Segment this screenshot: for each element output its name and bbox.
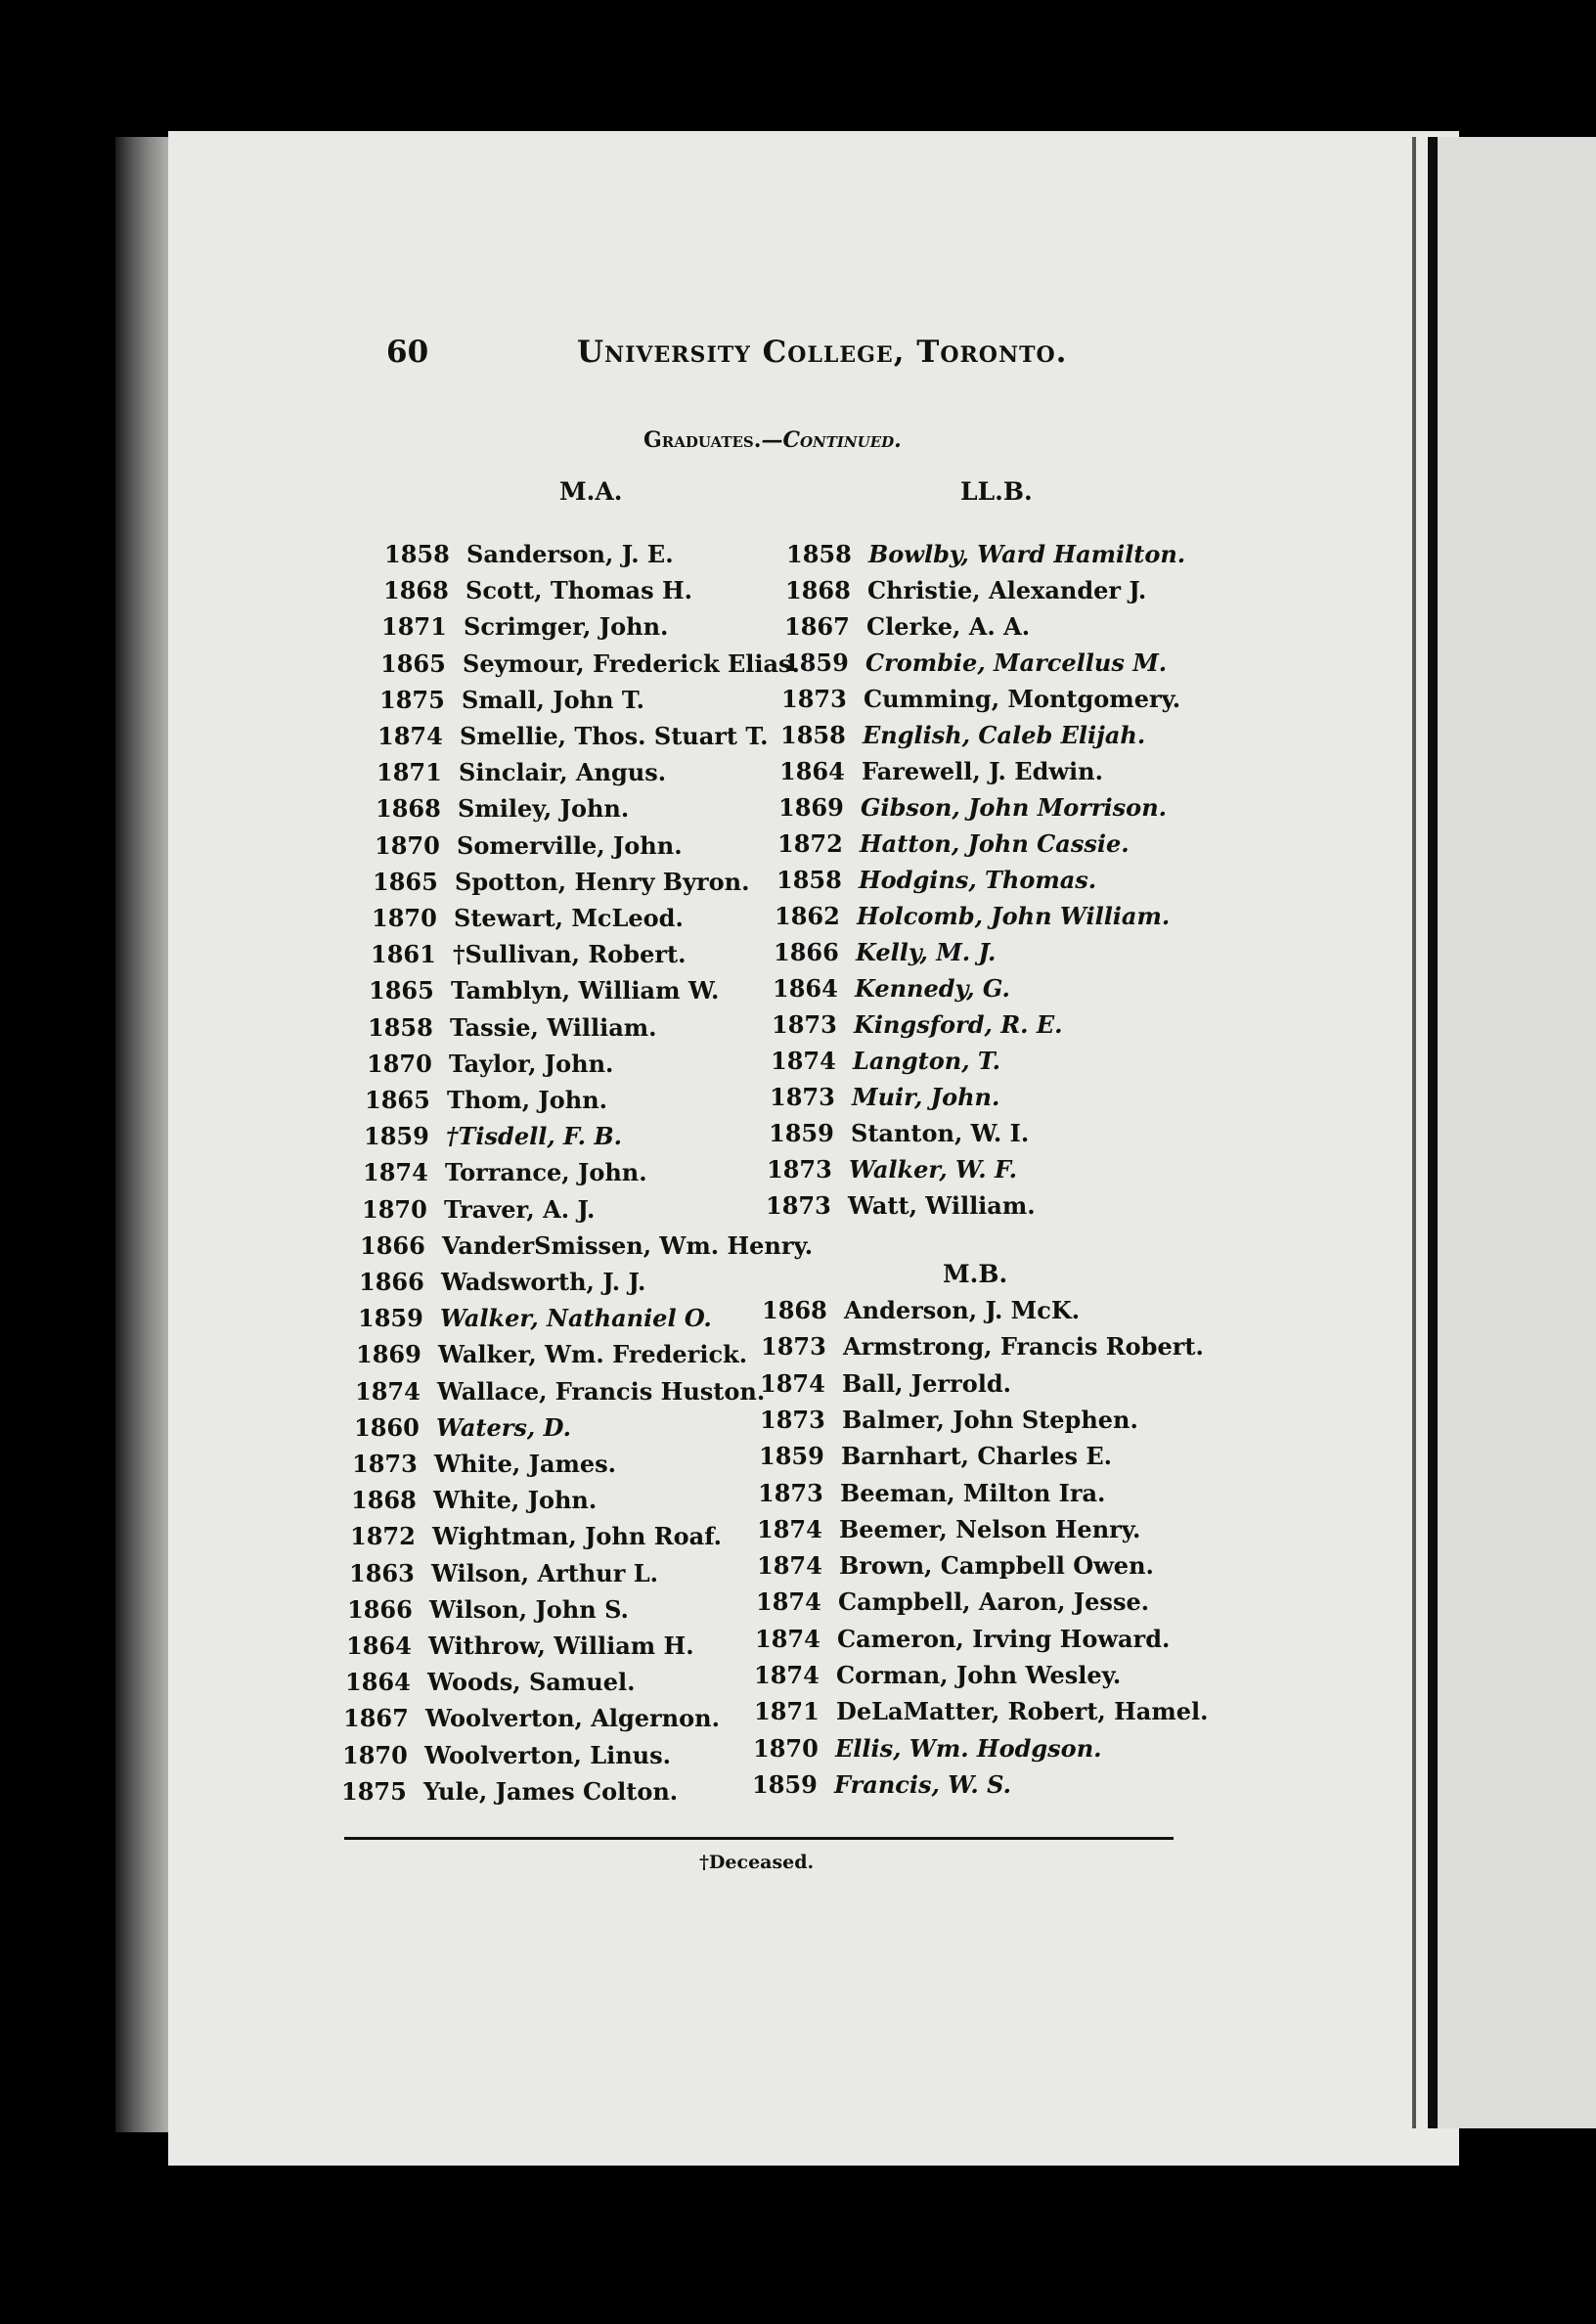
ma-year: 1870	[367, 1050, 432, 1078]
ma-name: †Tisdell, F. B.	[446, 1122, 623, 1150]
ma-year: 1874	[355, 1377, 421, 1406]
ma-name: Woolverton, Algernon.	[425, 1704, 720, 1732]
llb-year: 1873	[766, 1191, 831, 1220]
ma-year: 1866	[359, 1268, 424, 1296]
llb-name: Christie, Alexander J.	[867, 576, 1147, 604]
ma-year: 1858	[368, 1013, 433, 1042]
ma-name: Wilson, Arthur L.	[431, 1559, 658, 1587]
llb-year: 1873	[781, 685, 847, 713]
llb-name: Kennedy, G.	[855, 974, 1010, 1003]
ma-year: 1863	[349, 1559, 415, 1587]
ma-year: 1859	[358, 1304, 423, 1332]
ma-year: 1874	[377, 722, 443, 750]
mb-name: Brown, Campbell Owen.	[839, 1551, 1154, 1580]
llb-year: 1867	[784, 612, 850, 641]
llb-name: English, Caleb Elijah.	[863, 721, 1146, 749]
ma-name: Wightman, John Roaf.	[432, 1522, 723, 1550]
ma-name: Yule, James Colton.	[423, 1777, 679, 1806]
ma-name: White, John.	[433, 1486, 598, 1514]
ma-name: Smellie, Thos. Stuart T.	[460, 722, 769, 750]
section-title	[643, 427, 902, 453]
ma-year: 1868	[376, 794, 441, 823]
mb-name: Campbell, Aaron, Jesse.	[838, 1587, 1150, 1616]
ma-name: Scrimger, John.	[464, 612, 669, 641]
llb-heading: LL.B.	[960, 477, 1033, 506]
llb-name: Stanton, W. I.	[851, 1119, 1030, 1147]
mb-year: 1871	[754, 1697, 820, 1725]
ma-name: Smiley, John.	[458, 794, 630, 823]
llb-year: 1864	[779, 757, 845, 785]
mb-name: Francis, W. S.	[834, 1770, 1011, 1799]
llb-name: Kelly, M. J.	[856, 938, 997, 966]
ma-year: 1875	[341, 1777, 407, 1806]
page-gutter	[1428, 137, 1438, 2128]
llb-year: 1859	[769, 1119, 834, 1147]
mb-year: 1873	[760, 1406, 825, 1434]
llb-year: 1873	[772, 1010, 837, 1039]
ma-year: 1868	[351, 1486, 417, 1514]
mb-year: 1859	[759, 1442, 824, 1470]
ma-year: 1866	[347, 1595, 413, 1624]
llb-name: Kingsford, R. E.	[854, 1010, 1063, 1039]
mb-year: 1874	[760, 1369, 825, 1398]
mb-name: Balmer, John Stephen.	[842, 1406, 1138, 1434]
llb-year: 1858	[780, 721, 846, 749]
ma-name: Sinclair, Angus.	[459, 758, 667, 786]
ma-year: 1871	[381, 612, 447, 641]
ma-name: Waters, D.	[436, 1413, 571, 1442]
ma-year: 1870	[342, 1741, 408, 1769]
footnote: †Deceased.	[699, 1852, 815, 1873]
ma-name: †Sullivan, Robert.	[453, 940, 687, 968]
llb-name: Watt, William.	[848, 1191, 1036, 1220]
llb-year: 1859	[783, 648, 849, 677]
mb-name: DeLaMatter, Robert, Hamel.	[836, 1697, 1209, 1725]
ma-year: 1875	[379, 686, 445, 714]
llb-year: 1864	[773, 974, 838, 1003]
ma-heading: M.A.	[559, 477, 623, 506]
mb-name: Ellis, Wm. Hodgson.	[835, 1734, 1102, 1763]
ma-year: 1860	[354, 1413, 420, 1442]
llb-name: Cumming, Montgomery.	[864, 685, 1181, 713]
mb-year: 1868	[762, 1296, 827, 1324]
ma-name: Traver, A. J.	[444, 1195, 596, 1224]
ma-year: 1872	[350, 1522, 416, 1550]
ma-name: Seymour, Frederick Elias.	[463, 649, 800, 678]
mb-name: Barnhart, Charles E.	[841, 1442, 1113, 1470]
ma-name: Scott, Thomas H.	[466, 576, 692, 604]
mb-year: 1874	[757, 1515, 822, 1543]
running-title: University College, Toronto.	[577, 335, 1068, 370]
ma-name: White, James.	[434, 1450, 617, 1478]
ma-year: 1864	[346, 1631, 412, 1660]
llb-year: 1872	[777, 829, 843, 858]
ma-year: 1865	[380, 649, 446, 678]
ma-name: Wallace, Francis Huston.	[437, 1377, 766, 1406]
llb-name: Farewell, J. Edwin.	[862, 757, 1103, 785]
llb-year: 1869	[778, 793, 844, 822]
ma-year: 1870	[375, 831, 440, 860]
llb-name: Clerke, A. A.	[866, 612, 1031, 641]
ma-name: Spotton, Henry Byron.	[455, 868, 750, 896]
mb-heading: M.B.	[943, 1260, 1008, 1288]
page-gutter-shadow	[1412, 137, 1416, 2128]
mb-name: Beeman, Milton Ira.	[840, 1479, 1106, 1507]
mb-name: Cameron, Irving Howard.	[837, 1625, 1171, 1653]
llb-year: 1868	[785, 576, 851, 604]
mb-year: 1874	[754, 1661, 820, 1689]
ma-year: 1867	[343, 1704, 409, 1732]
ma-year: 1858	[384, 540, 450, 568]
llb-year: 1874	[771, 1047, 836, 1075]
llb-name: Crombie, Marcellus M.	[865, 648, 1168, 677]
llb-year: 1858	[786, 540, 852, 568]
llb-year: 1866	[774, 938, 839, 966]
ma-name: Sanderson, J. E.	[466, 540, 674, 568]
ma-year: 1865	[369, 976, 434, 1005]
llb-year: 1873	[770, 1083, 835, 1111]
ma-name: Wadsworth, J. J.	[441, 1268, 646, 1296]
ma-name: VanderSmissen, Wm. Henry.	[442, 1231, 814, 1260]
mb-year: 1870	[753, 1734, 819, 1763]
ma-year: 1866	[360, 1231, 425, 1260]
ma-year: 1871	[377, 758, 442, 786]
ma-name: Torrance, John.	[445, 1158, 647, 1186]
facing-page-edge	[1438, 137, 1596, 2128]
ma-year: 1873	[352, 1450, 418, 1478]
ma-name: Thom, John.	[447, 1086, 608, 1114]
mb-year: 1874	[757, 1551, 822, 1580]
llb-year: 1873	[767, 1155, 832, 1184]
llb-name: Hodgins, Thomas.	[859, 866, 1097, 894]
mb-name: Anderson, J. McK.	[844, 1296, 1081, 1324]
llb-name: Gibson, John Morrison.	[861, 793, 1167, 822]
ma-name: Stewart, McLeod.	[454, 904, 684, 932]
llb-name: Walker, W. F.	[849, 1155, 1017, 1184]
ma-year: 1861	[371, 940, 436, 968]
ma-name: Woods, Samuel.	[427, 1668, 636, 1696]
ma-name: Somerville, John.	[457, 831, 683, 860]
llb-name: Hatton, John Cassie.	[860, 829, 1130, 858]
llb-name: Muir, John.	[852, 1083, 1000, 1111]
section-title-main: Graduates.	[643, 427, 762, 453]
ma-name: Tassie, William.	[450, 1013, 657, 1042]
ma-name: Woolverton, Linus.	[424, 1741, 671, 1769]
footnote-rule	[344, 1837, 1174, 1840]
llb-name: Holcomb, John William.	[857, 902, 1171, 930]
section-title-continued: —Continued.	[761, 427, 902, 453]
ma-year: 1870	[362, 1195, 427, 1224]
llb-year: 1862	[775, 902, 840, 930]
ma-name: Withrow, William H.	[428, 1631, 694, 1660]
book-binding-edge	[115, 137, 174, 2132]
mb-name: Ball, Jerrold.	[842, 1369, 1011, 1398]
mb-name: Armstrong, Francis Robert.	[843, 1332, 1204, 1361]
llb-name: Langton, T.	[853, 1047, 1001, 1075]
ma-name: Tamblyn, William W.	[451, 976, 720, 1005]
page-number: 60	[386, 335, 429, 370]
ma-year: 1859	[364, 1122, 429, 1150]
ma-year: 1865	[373, 868, 438, 896]
mb-year: 1874	[755, 1625, 820, 1653]
llb-year: 1858	[776, 866, 842, 894]
ma-year: 1869	[356, 1340, 421, 1368]
ma-year: 1870	[372, 904, 437, 932]
ma-year: 1874	[363, 1158, 428, 1186]
mb-year: 1873	[758, 1479, 823, 1507]
llb-name: Bowlby, Ward Hamilton.	[868, 540, 1186, 568]
ma-year: 1864	[345, 1668, 411, 1696]
ma-name: Wilson, John S.	[429, 1595, 629, 1624]
ma-name: Walker, Wm. Frederick.	[438, 1340, 748, 1368]
mb-name: Corman, John Wesley.	[836, 1661, 1122, 1689]
ma-year: 1865	[365, 1086, 430, 1114]
ma-year: 1868	[383, 576, 449, 604]
mb-name: Beemer, Nelson Henry.	[839, 1515, 1141, 1543]
ma-name: Small, John T.	[462, 686, 644, 714]
mb-year: 1873	[761, 1332, 826, 1361]
mb-year: 1859	[752, 1770, 818, 1799]
mb-year: 1874	[756, 1587, 821, 1616]
ma-name: Walker, Nathaniel O.	[440, 1304, 712, 1332]
ma-name: Taylor, John.	[449, 1050, 614, 1078]
